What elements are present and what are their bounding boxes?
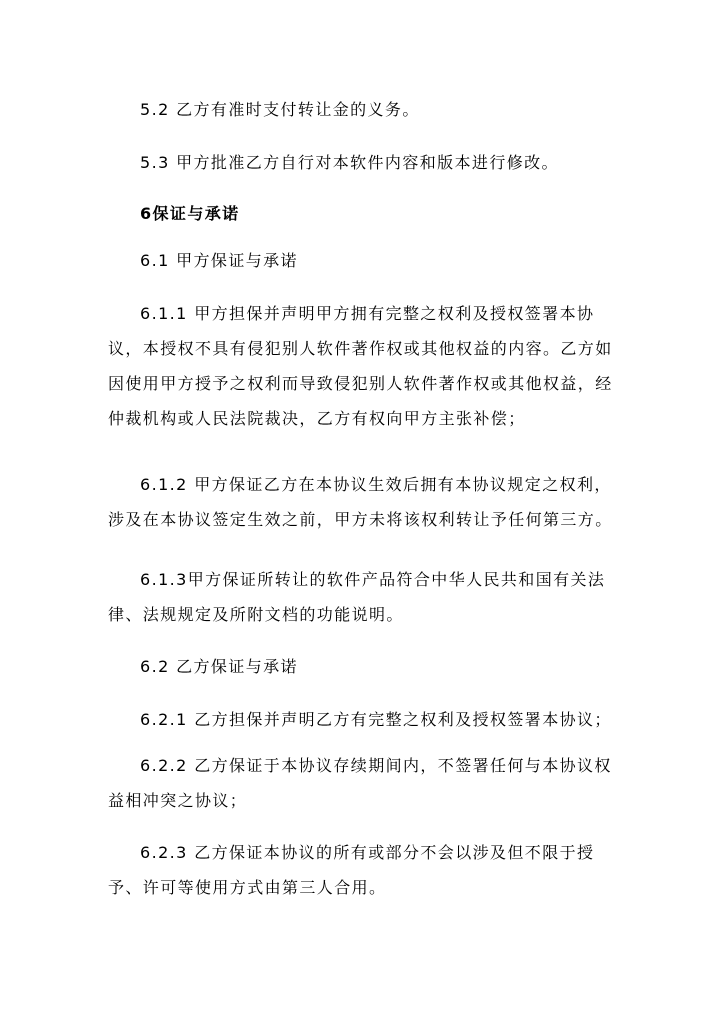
clause-6-1: 6.1 甲方保证与承诺 <box>140 251 298 270</box>
clause-6-2-2: 6.2.2 乙方保证于本协议存续期间内，不签署任何与本协议权益相冲突之协议； <box>108 756 612 810</box>
clause-6-1-2: 6.1.2 甲方保证乙方在本协议生效后拥有本协议规定之权利，涉及在本协议签定生效之前，甲方未将该权利转让予任何第三方。 <box>108 475 613 529</box>
section-heading-6: 6保证与承诺 <box>140 204 240 223</box>
clause-5-2: 5.2 乙方有准时支付转让金的义务。 <box>140 100 420 119</box>
clause-6-2-1: 6.2.1 乙方担保并声明乙方有完整之权利及授权签署本协议； <box>140 710 612 729</box>
clause-5-3: 5.3 甲方批准乙方自行对本软件内容和版本进行修改。 <box>140 153 559 172</box>
clause-6-1-3: 6.1.3甲方保证所转让的软件产品符合中华人民共和国有关法律、法规规定及所附文档的功能说明。 <box>108 570 606 624</box>
clause-6-1-1: 6.1.1 甲方担保并声明甲方拥有完整之权利及授权签署本协议，本授权不具有侵犯别人软件著作权或其他权益的内容。乙方如因使用甲方授予之权利而导致侵犯别人软件著作权或其他权益，经仲裁机构或人民法院裁决，乙方有权向甲方主张补偿； <box>108 304 613 428</box>
clause-6-2: 6.2 乙方保证与承诺 <box>140 657 298 676</box>
clause-6-2-3: 6.2.3 乙方保证本协议的所有或部分不会以涉及但不限于授予、许可等使用方式由第三人合用。 <box>108 843 595 897</box>
